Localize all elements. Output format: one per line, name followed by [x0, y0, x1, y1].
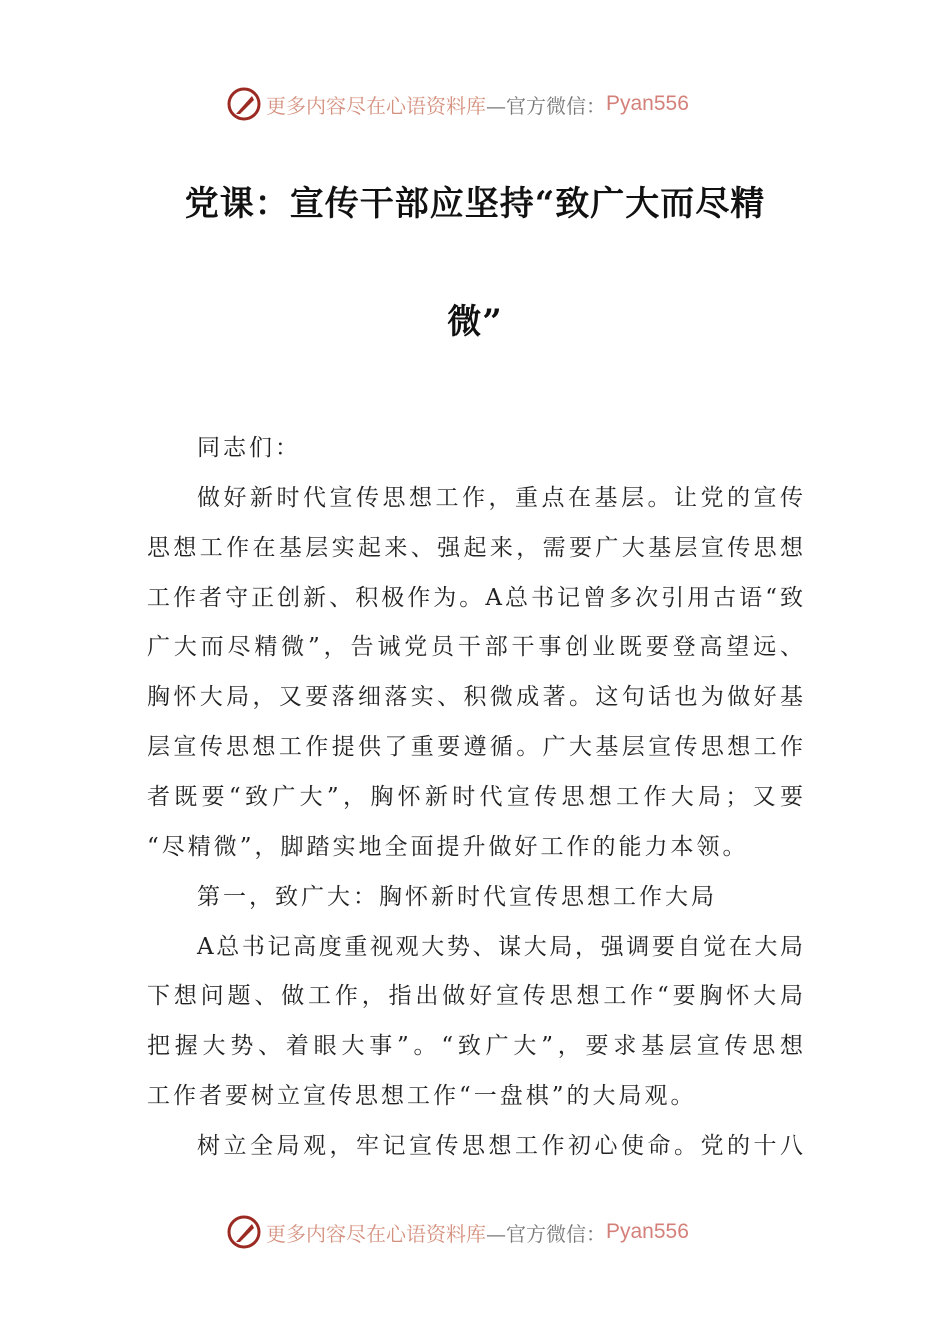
- body-text-line: 工作者要树立宣传思想工作“一盘棋”的大局观。: [147, 1083, 697, 1110]
- body-text-line: A总书记高度重视观大势、谋大局，强调要自觉在大局: [197, 933, 803, 960]
- watermark-wechat-id: Pyan556: [606, 92, 689, 115]
- body-text-line: 下想问题、做工作，指出做好宣传思想工作“要胸怀大局: [147, 983, 803, 1010]
- page-title-line2: 微”: [447, 302, 503, 342]
- body-text-line: 做好新时代宣传思想工作，重点在基层。让党的宣传: [197, 484, 803, 511]
- page-title-line1: 党课：宣传干部应坚持“致广大而尽精: [184, 184, 766, 224]
- footer-watermark: [226, 1212, 689, 1252]
- watermark-wechat-label: —官方微信：: [486, 1221, 606, 1246]
- watermark-wechat-label: —官方微信：: [486, 93, 606, 118]
- body-text-line: 胸怀大局，又要落细落实、积微成著。这句话也为做好基: [147, 684, 803, 711]
- body-text-line: 把握大势、着眼大事”。“致广大”，要求基层宣传思想: [147, 1033, 803, 1060]
- body-text-line: “尽精微”，脚踏实地全面提升做好工作的能力本领。: [147, 833, 749, 860]
- pen-logo-icon: [226, 1214, 262, 1250]
- watermark-text: 更多内容尽在心语资料库: [266, 1221, 486, 1246]
- body-text-line: 者既要“致广大”，胸怀新时代宣传思想工作大局；又要: [147, 784, 803, 811]
- document-body: [147, 424, 803, 1172]
- watermark-text: 更多内容尽在心语资料库: [266, 93, 486, 118]
- body-text-line: 第一，致广大：胸怀新时代宣传思想工作大局: [197, 883, 717, 910]
- header-watermark: [226, 84, 689, 124]
- pen-logo-icon: [226, 86, 262, 122]
- body-text-line: 层宣传思想工作提供了重要遵循。广大基层宣传思想工作: [147, 734, 803, 761]
- body-text-line: 树立全局观，牢记宣传思想工作初心使命。党的十八: [197, 1133, 803, 1160]
- body-text-line: 同志们：: [197, 435, 301, 461]
- body-text-line: 广大而尽精微”，告诫党员干部干事创业既要登高望远、: [147, 634, 803, 661]
- body-text-line: 思想工作在基层实起来、强起来，需要广大基层宣传思想: [147, 534, 803, 561]
- watermark-wechat-id: Pyan556: [606, 1220, 689, 1243]
- body-text-line: 工作者守正创新、积极作为。A总书记曾多次引用古语“致: [147, 584, 803, 611]
